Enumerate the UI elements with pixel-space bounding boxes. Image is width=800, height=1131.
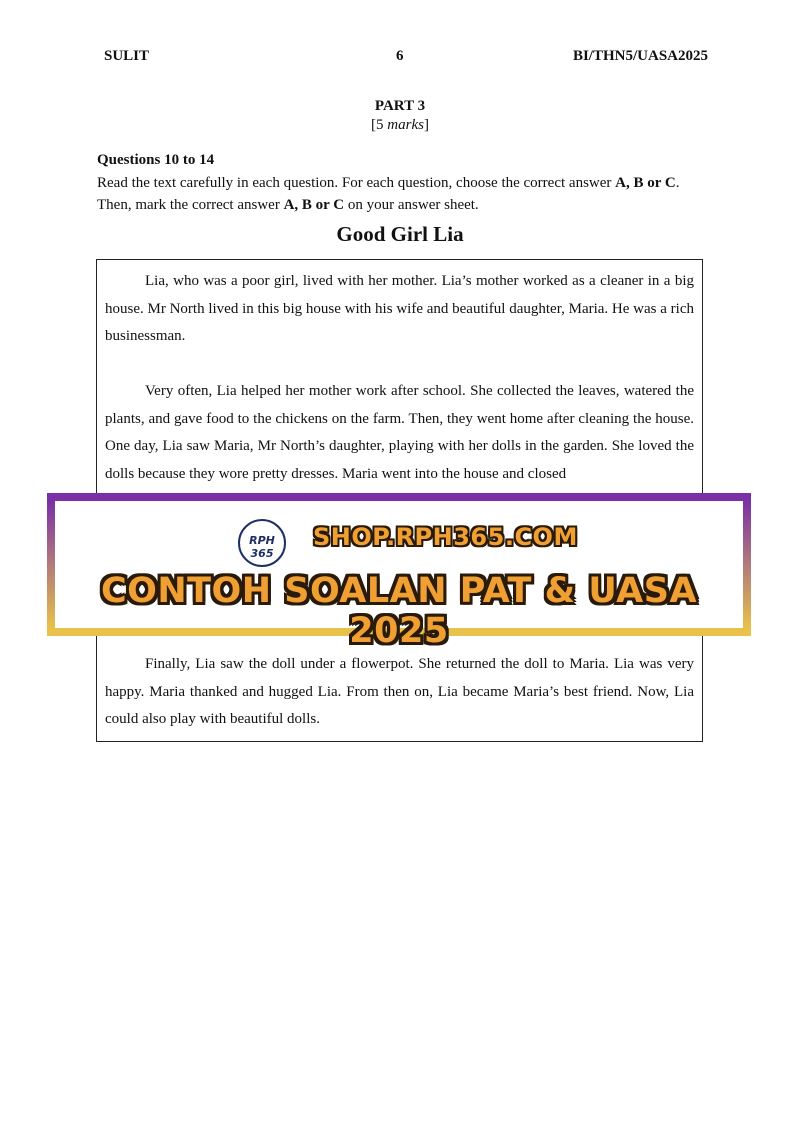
story-paragraph-1: Lia, who was a poor girl, lived with her mother. Lia’s mother worked as a cleaner in a big house. Mr North lived in this big house with his wife and beautiful daughter, Maria. He was a rich businessman. [105, 273, 694, 344]
instr-text-1: Read the text carefully in each question. For each question, choose the correct answer [97, 175, 616, 191]
instr-text-3: on your answer sheet. [344, 197, 479, 213]
instr-text-2: . Then, mark the correct answer [97, 175, 680, 213]
shop-url: SHOP.RPH365.COM [313, 523, 578, 551]
logo-text: RPH 365 [249, 534, 275, 560]
marks-suffix: ] [423, 117, 429, 133]
marks-prefix: [5 [371, 117, 388, 133]
paper-code: BI/THN5/UASA2025 [572, 48, 708, 64]
page-number: 6 [396, 48, 404, 64]
watermark-banner [47, 493, 751, 651]
part-marks [0, 117, 800, 134]
questions-heading: Questions 10 to 14 [97, 152, 215, 168]
banner-title: CONTOH SOALAN PAT & UASA 2025 [100, 571, 698, 651]
marks-word: marks [387, 117, 424, 133]
rph365-logo [238, 519, 286, 567]
instr-options-1: A, B or C [615, 175, 676, 191]
page-header [104, 48, 708, 68]
classification-label: SULIT [104, 48, 150, 64]
instructions [97, 172, 709, 216]
instr-options-2: A, B or C [283, 197, 345, 213]
story-title: Good Girl Lia [336, 222, 464, 246]
part-title: PART 3 [374, 98, 426, 114]
story-paragraph-final: Finally, Lia saw the doll under a flowerpot. She returned the doll to Maria. Lia was very happy. Maria thanked and hugged Lia. From then on, Lia became Maria’s best friend. Now, Lia could also play with beautiful dolls. [105, 656, 694, 727]
story-paragraph-2: Very often, Lia helped her mother work after school. She collected the leaves, watered the plants, and gave food to the chickens on the farm. Then, they went home after cleaning the house. One day, Lia saw Maria, Mr North’s daughter, playing with her dolls in the garden. She loved the dolls because they wore pretty dresses. Maria went into the house and closed [105, 383, 694, 482]
